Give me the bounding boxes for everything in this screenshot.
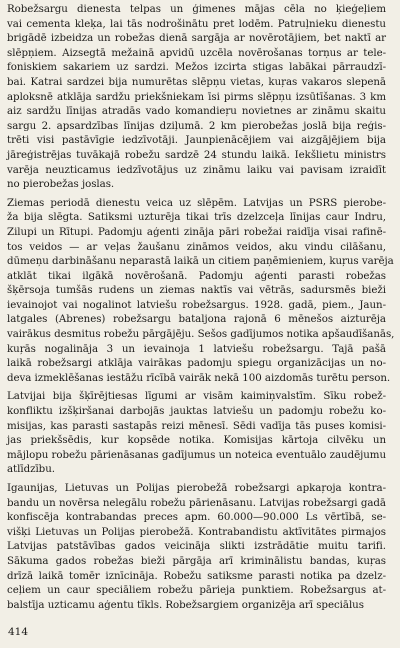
text-line: Ziemas periodā dienestu veica uz slēpēm. Latvijas un PSRS pierobe- [7, 196, 386, 209]
text-line: atlīdzību. [7, 463, 55, 476]
page-number: 414 [8, 626, 29, 638]
text-line: foniskiem sakariem uz sardzi. Mežos izcirta stigas labākai pārraudzī- [7, 61, 386, 74]
text-line: jas priekšsēdis, kur kopsēde notika. Komisijas kārtoja cilvēku un [7, 434, 386, 447]
text-line: mājlopu robežu pārienāsanas gadījumus un noteica eventuālo zaudējumu [7, 448, 386, 461]
paragraph-2 [7, 196, 395, 386]
text-line: no pierobežas joslas. [7, 178, 115, 191]
text-line: drīzā laikā tomēr iznīcināja. Robežu satiksme parasti notika pa dzelz- [7, 569, 386, 582]
text-line: aploksnē atklāja sardžu priekšniekam īsi pirms slēpņu izsūtīšanas. 3 km [7, 90, 386, 103]
text-line: Latvijai bija šķīrējtiesas līgumi ar visām kaimiņvalstīm. Sīku robež- [7, 390, 386, 403]
text-line: konfliktu izšķiršanai darbojās jauktas latviešu un padomju robežu ko- [7, 405, 386, 418]
text-line: varēja neuzticamus iedzīvotājus uz zināmu laiku vai pavisam izraidīt [7, 163, 386, 176]
text-line: vai cementa kleķa, lai tās nodrošinātu pret lodēm. Patruļnieku dienestu [7, 17, 386, 30]
text-line: slēpņiem. Aizsegtā mežainā apvidū uzcēla novērošanas torņus ar tele- [7, 46, 386, 59]
text-line: bai. Katrai sardzei bija numurētas slēpņu vietas, kuŗas vakaros slepenā [7, 75, 386, 88]
text-line: Igaunijas, Lietuvas un Polijas pierobežā robežsargi apkaŗoja kontra- [7, 482, 386, 494]
text-line: balstīja uzticamu aģentu tīkls. Robežsargiem organizēja arī speciālus [7, 598, 364, 611]
text-line: konfiscēja kontrabandas preces apm. 60.000—90.000 Ls vērtībā, se- [7, 511, 386, 524]
text-line: vairākus desmitus robežu pārgājēju. Sešos gadījumos notika apšaudīšanās, [7, 328, 395, 341]
text-line: brigādē izbeidza un robežas dienā sargāja ar novērotājiem, bet naktī ar [7, 32, 386, 45]
text-line: misijas, kas parasti sastapās reizi mēnesī. Sēdi vadīja tās puses komisi- [7, 419, 386, 432]
text-line: ievainojot vai nogalinot latviešu robežsargus. 1928. gadā, piem., Jaun- [7, 298, 386, 311]
text-line: ceļiem un caur speciāliem robežu pārieja punktiem. Robežsargus at- [7, 584, 386, 597]
text-line: jāreģistrējas tuvākajā robežu sardzē 24 stundu laikā. Iekšlietu ministrs [7, 148, 386, 161]
text-line: kuŗās nogalināja 3 un ievainoja 1 latviešu robežsargu. Tajā pašā [7, 342, 386, 355]
text-line: dūmeņu darbināšanu neparastā laikā un citiem paņēmieniem, kuŗus varēja [7, 255, 394, 268]
text-line: Robežsargu dienesta telpas un ģimenes mājas cēla no ķieģeļiem [7, 3, 386, 15]
text-line: aiz sardžu līnijas atradās vado komandieŗu novietnes ar zināmu skaitu [7, 105, 386, 118]
text-line: Zilupi un Rītupi. Padomju aģenti zināja pāri robežai raidīja visai rafinē- [7, 225, 386, 238]
text-line: Latvijas patstāvības gados veicināja slikti izstrādātie muitu tarifi. [7, 540, 386, 553]
paragraph-3 [7, 389, 386, 477]
text-line: latgales (Abrenes) robežsargu bataljona rajonā 6 mēnešos aizturēja [7, 313, 386, 326]
text-line: višķi Lietuvas un Polijas pierobežā. Kontrabandistu aktīvitātes pirmajos [7, 525, 386, 538]
text-line: sargu 2. apsardzības līnijas dziļumā. 2 km pierobežas joslā bija reģis- [7, 119, 386, 132]
text-line: šķērsoja tumšās rudens un ziemas naktīs vai vētrās, sadursmēs bieži [7, 284, 386, 297]
paragraph-1 [7, 2, 386, 192]
text-line: atklāt tikai ilgākā novērošanā. Padomju aģenti parasti robežas [7, 269, 386, 282]
text-line: trēti visi pastāvīgie iedzīvotāji. Jaunpienācējiem vai aizgājējiem bija [7, 134, 386, 147]
paragraph-4 [7, 481, 386, 612]
body-text [7, 2, 395, 612]
text-line: Sākuma gados robežas bieži pārgāja arī kriminālistu bandas, kuŗas [7, 554, 386, 567]
text-line: tos veidos — ar veļas žaušanu zināmos veidos, aku vindu cilāšanu, [7, 240, 386, 253]
text-line: bandu un novērsa nelegālu robežu pārienāsanu. Latvijas robežsargi gadā [7, 496, 386, 509]
text-line: ža bija slēgta. Satiksmi uzturēja tikai trīs dzelzceļa līnijas caur Indru, [7, 211, 386, 224]
text-line: laikā robežsargi atklāja vairākas padomju spiegu organizācijas un no- [7, 357, 386, 370]
text-line: deva izmeklēšanas iestāžu rīcībā vairāk nekā 100 aizdomās turētu person. [7, 371, 391, 384]
